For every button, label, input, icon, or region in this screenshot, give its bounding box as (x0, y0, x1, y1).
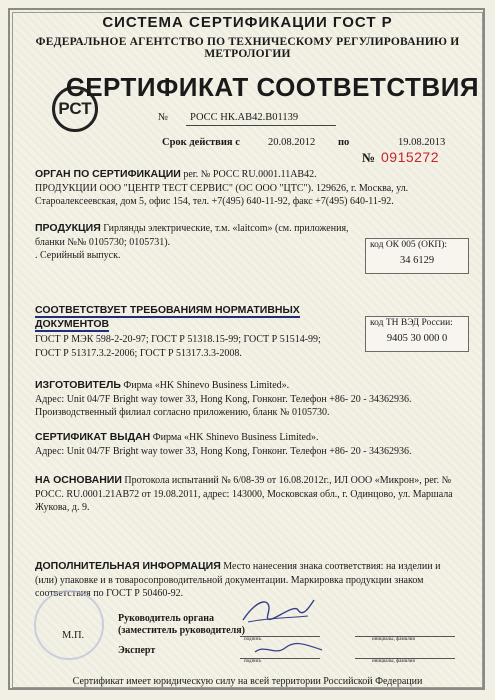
issued-label: СЕРТИФИКАТ ВЫДАН (35, 431, 151, 443)
maker-block (35, 379, 470, 420)
valid-from: 20.08.2012 (268, 137, 316, 148)
extra-line1: Место нанесения знака соответствия: на изделии и (220, 561, 441, 572)
to-label: по (338, 137, 350, 148)
product-line3: . Серийный выпуск. (35, 250, 121, 261)
extra-line2: (или) упаковке и в товаросопроводительной документации. Маркировка продукции знаком (35, 574, 424, 586)
blank-number: 0915272 (381, 149, 440, 165)
basis-line2: РОСС. RU.0001.21АВ72 от 19.08.2011, адрес: 143000, Московская обл., г. Одинцово, ул. Маршала (35, 488, 453, 500)
sig-caption-1: подпись (244, 637, 262, 642)
sig-caption-2: инициалы, фамилия (372, 637, 415, 642)
footer-text: Сертификат имеет юридическую силу на всей территории Российской Федерации (72, 676, 423, 687)
okp-box (365, 238, 469, 274)
head-block (118, 613, 245, 657)
extra-label: ДОПОЛНИТЕЛЬНАЯ ИНФОРМАЦИЯ (35, 560, 221, 572)
conforms-label: СООТВЕТСТВУЕТ ТРЕБОВАНИЯМ НОРМАТИВНЫХ ДОКУМЕНТОВ (35, 304, 300, 330)
extra-line3: соответствия по ГОСТ Р 50460-92. (35, 588, 184, 599)
product-line1: Гирлянды электрические, т.м. «laitcom» (см. приложения, (100, 223, 349, 234)
signature-head-icon (238, 592, 318, 632)
okp-label: код ОК 005 (ОКП): (370, 240, 448, 250)
maker-line1: Фирма «HK Shinevo Business Limited». (120, 380, 290, 391)
tnved-label: код ТН ВЭД России: (370, 318, 453, 328)
blank-no-label: № (362, 150, 376, 165)
basis-line3: Жукова, д. 9. (35, 502, 90, 513)
product-block (35, 222, 360, 263)
tnved-value: 9405 30 000 0 (386, 333, 448, 344)
organ-label: ОРГАН ПО СЕРТИФИКАЦИИ (35, 168, 181, 180)
seal-stamp-icon (34, 590, 104, 660)
standards-line1: ГОСТ Р МЭК 598-2-20-97; ГОСТ Р 51318.15-99; ГОСТ Р 51514-99; (35, 334, 321, 345)
mp-label: М.П. (62, 630, 85, 641)
organ-line2: ПРОДУКЦИИ ООО "ЦЕНТР ТЕСТ СЕРВИС" (ОС ООО "ЦТС"). 129626, г. Москва, ул. (35, 182, 409, 194)
issued-line2: Адрес: Unit 04/7F Bright way tower 33, Hong Kong, Гонконг. Телефон +86- 20 - 34362936. (35, 445, 412, 457)
expert-label: Эксперт (118, 645, 156, 656)
head-subtitle: (заместитель руководителя) (118, 625, 245, 636)
cert-number: РОСС НК.АВ42.В01139 (190, 112, 299, 123)
tnved-box (365, 316, 469, 352)
issued-block (35, 431, 470, 458)
rst-logo-icon: РСТ (52, 86, 98, 132)
product-label: ПРОДУКЦИЯ (35, 222, 101, 234)
organ-reg: рег. № РОСС RU.0001.11АВ42. (180, 169, 317, 180)
organ-line3: Староалексеевская, дом 5, офис 154, тел. +7(495) 640-11-92, факс +7(495) 640-11-92. (35, 196, 394, 207)
sig-caption-4: инициалы, фамилия (372, 659, 415, 664)
maker-label: ИЗГОТОВИТЕЛЬ (35, 379, 121, 391)
organ-block (35, 168, 465, 209)
basis-block (35, 474, 470, 515)
signature-expert-icon (250, 640, 330, 660)
maker-line2: Адрес: Unit 04/7F Bright way tower 33, Hong Kong, Гонконг. Телефон +86- 20 - 34362936. (35, 393, 412, 405)
sig-caption-3: подпись (244, 659, 262, 664)
product-line2: бланки №№ 0105730; 0105731). (35, 236, 171, 248)
agency-title: ФЕДЕРАЛЬНОЕ АГЕНТСТВО ПО ТЕХНИЧЕСКОМУ РЕГУЛИРОВАНИЮ И МЕТРОЛОГИИ (35, 36, 460, 60)
basis-label: НА ОСНОВАНИИ (35, 474, 122, 486)
maker-line3: Производственный филиал согласно приложению, бланк № 0105730. (35, 407, 330, 418)
valid-to: 19.08.2013 (398, 137, 446, 148)
basis-line1: Протокола испытаний № 6/08-39 от 16.08.2012г., ИЛ ООО «Микрон», рег. № (121, 475, 452, 486)
cert-no-label: № (158, 112, 169, 123)
certificate-title: СЕРТИФИКАТ СООТВЕТСТВИЯ (65, 72, 480, 102)
conforms-block (35, 304, 370, 360)
standards-line2: ГОСТ Р 51317.3.2-2006; ГОСТ Р 51317.3.3-2008. (35, 347, 242, 359)
okp-value: 34 6129 (399, 255, 435, 266)
validity-label: Срок действия с (162, 137, 240, 148)
cert-number-underline (186, 125, 336, 126)
system-title: СИСТЕМА СЕРТИФИКАЦИИ ГОСТ Р (102, 14, 393, 31)
head-title: Руководитель органа (118, 613, 214, 624)
issued-line1: Фирма «HK Shinevo Business Limited». (150, 432, 319, 443)
